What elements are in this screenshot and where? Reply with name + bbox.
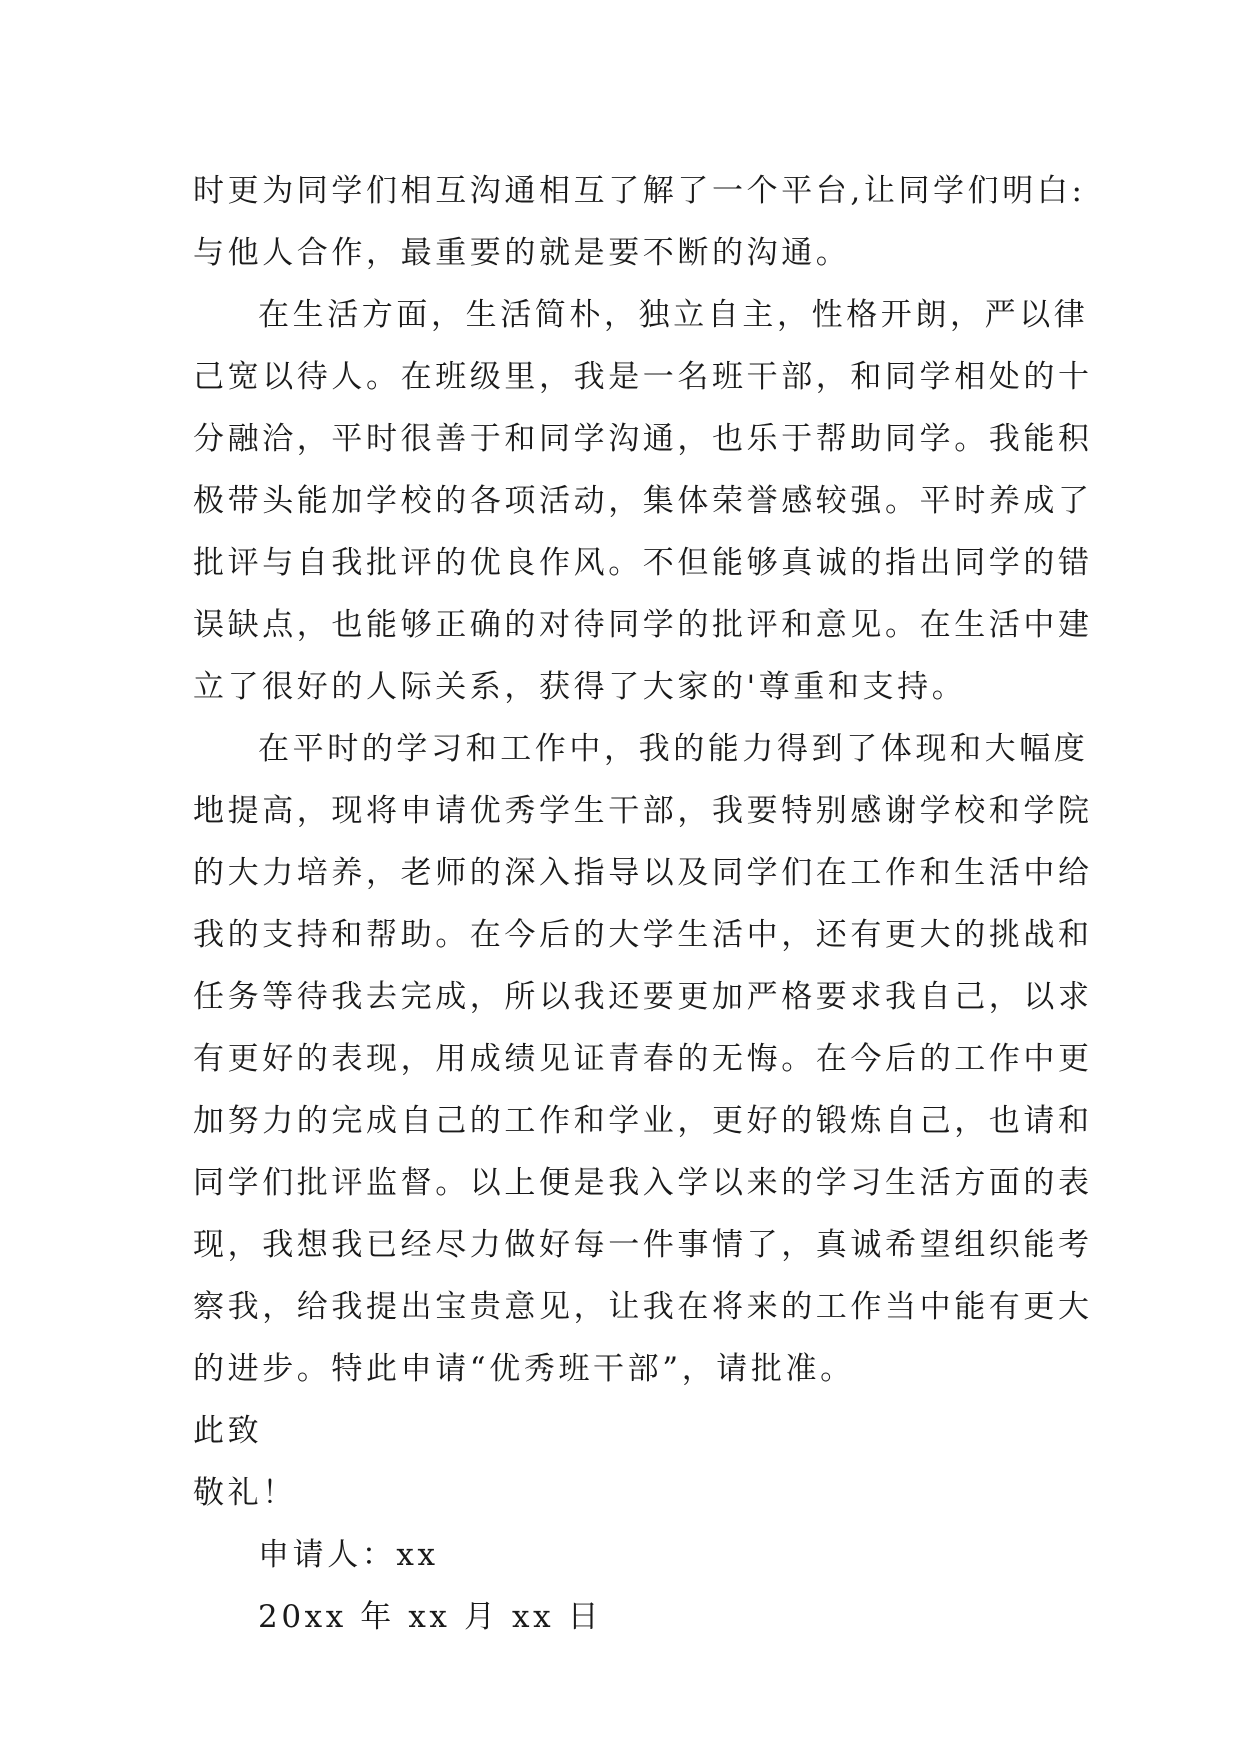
text-line: 分融洽，平时很善于和同学沟通，也乐于帮助同学。我能积: [193, 421, 1093, 457]
paragraph-2: [193, 284, 1093, 718]
text-line: 在平时的学习和工作中，我的能力得到了体现和大幅度: [258, 731, 1089, 767]
text-line: 极带头能加学校的各项活动，集体荣誉感较强。平时养成了: [193, 483, 1093, 519]
text-line: 时更为同学们相互沟通相互了解了一个平台,让同学们明白:: [193, 173, 1086, 209]
text-line: 批评与自我批评的优良作风。不但能够真诚的指出同学的错: [193, 545, 1093, 581]
paragraph-3: [193, 718, 1093, 1400]
text-line: 现，我想我已经尽力做好每一件事情了，真诚希望组织能考: [193, 1227, 1093, 1263]
signature-date: 20xx 年 xx 月 xx 日: [258, 1599, 603, 1635]
text-line: 己宽以待人。在班级里，我是一名班干部，和同学相处的十: [193, 359, 1093, 395]
text-line: 同学们批评监督。以上便是我入学以来的学习生活方面的表: [193, 1165, 1093, 1201]
text-line: 我的支持和帮助。在今后的大学生活中，还有更大的挑战和: [193, 917, 1093, 953]
signature-block: [193, 1524, 1053, 1648]
text-line: 的大力培养，老师的深入指导以及同学们在工作和生活中给: [193, 855, 1093, 891]
text-line: 立了很好的人际关系，获得了大家的'尊重和支持。: [193, 669, 967, 705]
applicant-name: 申请人：xx: [258, 1537, 439, 1573]
text-line: 地提高，现将申请优秀学生干部，我要特别感谢学校和学院: [193, 793, 1093, 829]
text-line: 察我，给我提出宝贵意见，让我在将来的工作当中能有更大: [193, 1289, 1093, 1325]
closing-line-1: 此致: [193, 1413, 263, 1449]
text-line: 有更好的表现，用成绩见证青春的无悔。在今后的工作中更: [193, 1041, 1093, 1077]
closing: [193, 1400, 1053, 1524]
paragraph-1: [193, 160, 1086, 284]
text-line: 的进步。特此申请“优秀班干部”，请批准。: [193, 1351, 855, 1387]
text-line: 与他人合作，最重要的就是要不断的沟通。: [193, 235, 851, 271]
text-line: 在生活方面，生活简朴，独立自主，性格开朗，严以律: [258, 297, 1089, 333]
letter-body: [193, 160, 1093, 1648]
text-line: 误缺点，也能够正确的对待同学的批评和意见。在生活中建: [193, 607, 1093, 643]
closing-line-2: 敬礼！: [193, 1475, 297, 1511]
text-line: 任务等待我去完成，所以我还要更加严格要求我自己，以求: [193, 979, 1093, 1015]
text-line: 加努力的完成自己的工作和学业，更好的锻炼自己，也请和: [193, 1103, 1093, 1139]
